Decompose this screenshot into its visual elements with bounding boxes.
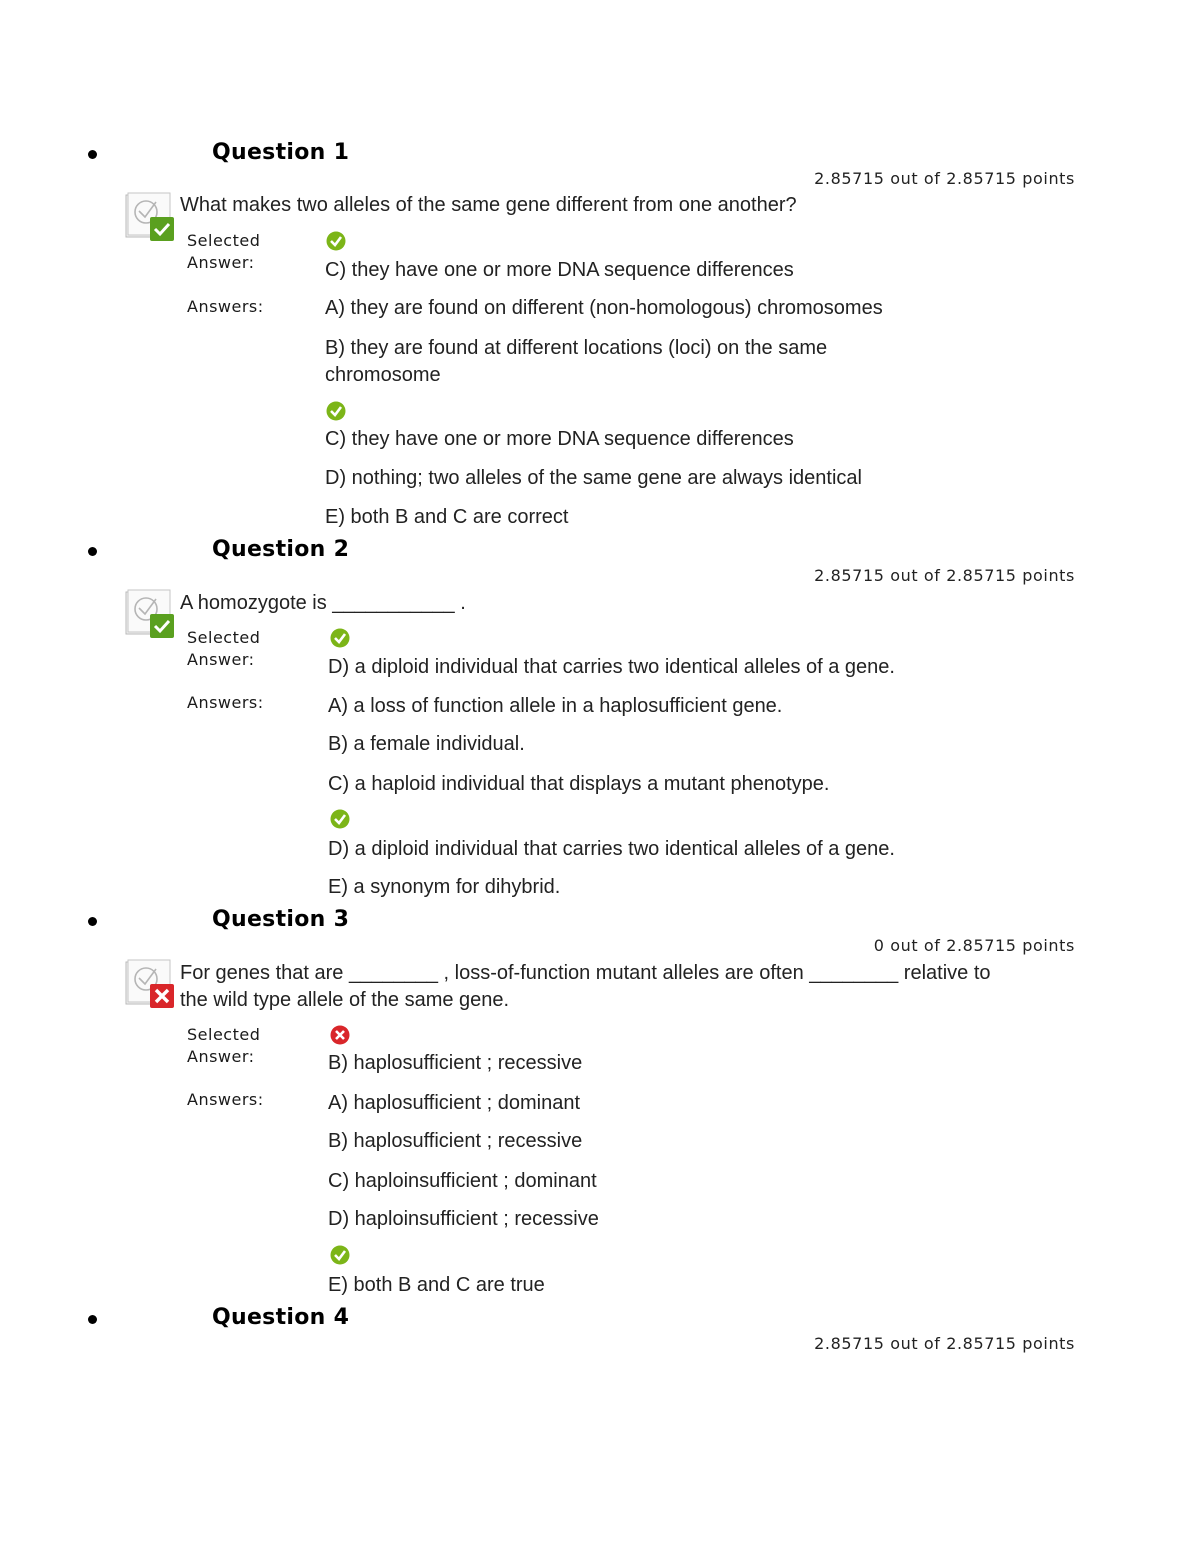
question-title: Question 1 xyxy=(212,140,350,165)
answer-option-correct: D) a diploid individual that carries two identical alleles of a gene. xyxy=(328,838,895,860)
list-bullet xyxy=(88,150,97,159)
question-text: For genes that are ________ , loss-of-function mutant alleles are often ________ relative to the wild type allele of the same gene. xyxy=(180,962,991,1011)
selected-answer-label: Selected Answer: xyxy=(187,1025,261,1066)
answer-option: E) both B and C are correct xyxy=(325,506,569,528)
question-title: Question 3 xyxy=(212,907,350,932)
list-bullet xyxy=(88,547,97,556)
answer-option: C) a haploid individual that displays a mutant phenotype. xyxy=(328,773,830,795)
answer-option: A) they are found on different (non-homologous) chromosomes xyxy=(325,297,883,319)
correct-answer-icon xyxy=(124,588,174,640)
question-points: 0 out of 2.85715 points xyxy=(873,936,1075,955)
selected-answer-label: Selected Answer: xyxy=(187,231,261,272)
check-circle-icon xyxy=(330,809,350,829)
answer-option: E) a synonym for dihybrid. xyxy=(328,876,561,898)
incorrect-answer-icon xyxy=(124,958,174,1010)
list-bullet xyxy=(88,917,97,926)
question-text: A homozygote is ___________ . xyxy=(180,592,466,614)
list-bullet xyxy=(88,1315,97,1324)
correct-answer-icon xyxy=(124,191,174,243)
check-circle-icon xyxy=(330,1245,350,1265)
selected-answer: B) haplosufficient ; recessive xyxy=(328,1052,583,1074)
check-circle-icon xyxy=(326,231,346,251)
question-points: 2.85715 out of 2.85715 points xyxy=(814,1334,1075,1353)
selected-answer: C) they have one or more DNA sequence differences xyxy=(325,259,794,281)
question-title: Question 2 xyxy=(212,537,350,562)
check-circle-icon xyxy=(330,628,350,648)
check-circle-icon xyxy=(326,401,346,421)
answer-option-correct: C) they have one or more DNA sequence differences xyxy=(325,428,794,450)
answers-label: Answers: xyxy=(187,693,264,712)
answer-option: D) nothing; two alleles of the same gene are always identical xyxy=(325,467,862,489)
question-points: 2.85715 out of 2.85715 points xyxy=(814,169,1075,188)
question-title: Question 4 xyxy=(212,1305,350,1330)
answer-option: A) a loss of function allele in a haplosufficient gene. xyxy=(328,695,783,717)
answers-label: Answers: xyxy=(187,1090,264,1109)
answer-option: B) haplosufficient ; recessive xyxy=(328,1130,583,1152)
x-circle-icon xyxy=(330,1025,350,1045)
answers-label: Answers: xyxy=(187,297,264,316)
answer-option: D) haploinsufficient ; recessive xyxy=(328,1208,599,1230)
answer-option: B) they are found at different locations (loci) on the same chromosome xyxy=(325,337,828,386)
question-points: 2.85715 out of 2.85715 points xyxy=(814,566,1075,585)
answer-option: B) a female individual. xyxy=(328,733,525,755)
question-text: What makes two alleles of the same gene different from one another? xyxy=(180,194,797,216)
selected-answer-label: Selected Answer: xyxy=(187,628,261,669)
selected-answer: D) a diploid individual that carries two identical alleles of a gene. xyxy=(328,656,895,678)
answer-option: A) haplosufficient ; dominant xyxy=(328,1092,581,1114)
answer-option: C) haploinsufficient ; dominant xyxy=(328,1170,597,1192)
answer-option-correct: E) both B and C are true xyxy=(328,1274,545,1296)
